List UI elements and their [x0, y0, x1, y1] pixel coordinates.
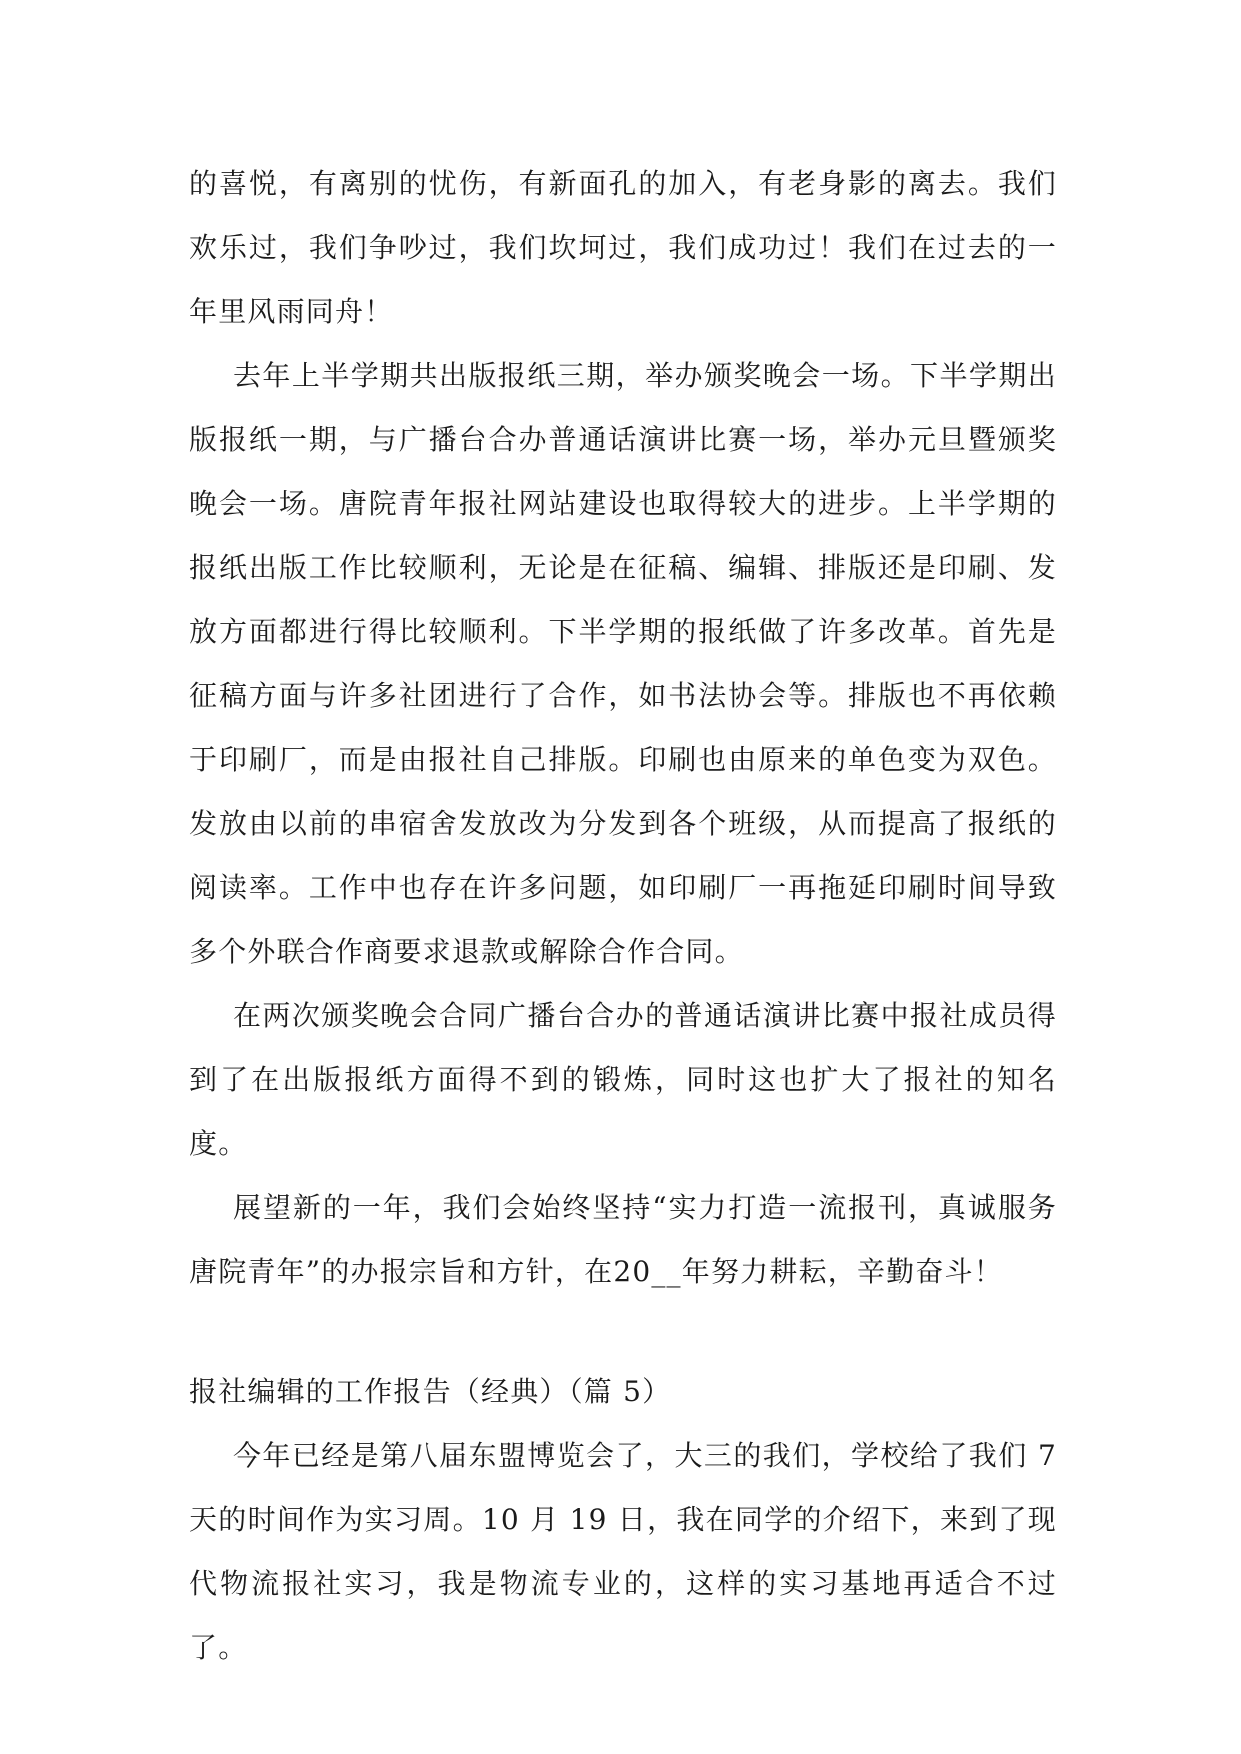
paragraph-publication-summary: 去年上半学期共出版报纸三期，举办颁奖晚会一场。下半学期出版报纸一期，与广播台合办普通话演讲比赛一场，举办元旦暨颁奖晚会一场。唐院青年报社网站建设也取得较大的进步。上半学期的报纸出版工作比较顺利，无论是在征稿、编辑、排版还是印刷、发放方面都进行得比较顺利。下半学期的报纸做了许多改革。首先是征稿方面与许多社团进行了合作，如书法协会等。排版也不再依赖于印刷厂，而是由报社自己排版。印刷也由原来的单色变为双色。发放由以前的串宿舍发放改为分发到各个班级，从而提高了报纸的阅读率。工作中也存在许多问题，如印刷厂一再拖延印刷时间导致多个外联合作商要求退款或解除合作合同。 — [189, 359, 1057, 968]
paragraph-continued: 的喜悦，有离别的忧伤，有新面孔的加入，有老身影的离去。我们欢乐过，我们争吵过，我们坎坷过，我们成功过！我们在过去的一年里风雨同舟！ — [189, 167, 1057, 328]
document-body — [189, 152, 1057, 1680]
paragraph-internship: 今年已经是第八届东盟博览会了，大三的我们，学校给了我们 7 天的时间作为实习周。10 月 19 日，我在同学的介绍下，来到了现代物流报社实习，我是物流专业的，这样的实习基地再适合不过了。 — [189, 1439, 1057, 1664]
paragraph-outlook: 展望新的一年，我们会始终坚持“实力打造一流报刊，真诚服务唐院青年”的办报宗旨和方针，在20__年努力耕耘，辛勤奋斗！ — [189, 1191, 1057, 1288]
paragraph-award-evening: 在两次颁奖晚会合同广播台合办的普通话演讲比赛中报社成员得到了在出版报纸方面得不到的锻炼，同时这也扩大了报社的知名度。 — [189, 999, 1057, 1160]
section-heading: 报社编辑的工作报告（经典）（篇 5） — [189, 1375, 672, 1408]
